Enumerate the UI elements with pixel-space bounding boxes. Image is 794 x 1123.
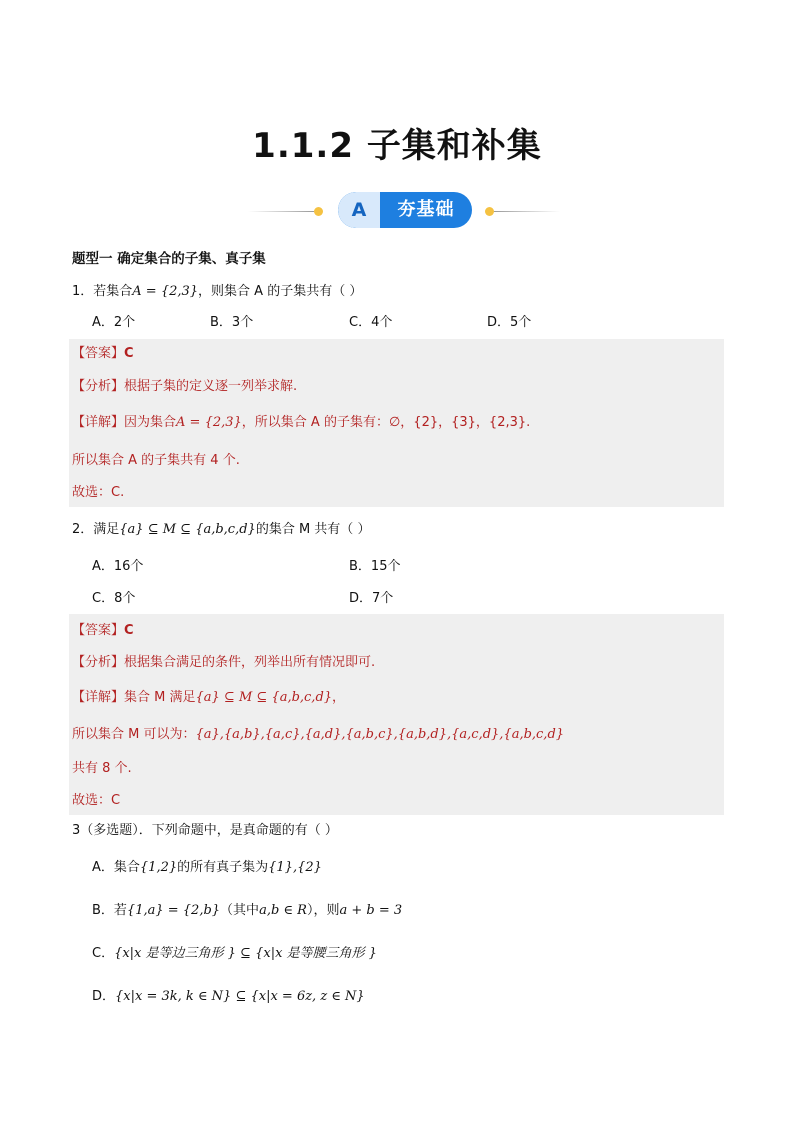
q1-detail: 【详解】因为集合A = {2,3}，所以集合 A 的子集有：∅，{2}，{3}，{2,3}. [72,415,531,430]
q2-detail: 【详解】集合 M 满足{a} ⊆ M ⊆ {a,b,c,d}， [72,690,346,705]
level-badge [338,192,472,228]
q3-option-d: D．{x|x = 3k, k ∈ N} ⊆ {x|x = 6z, z ∈ N} [92,989,365,1004]
q2-detail-line3: 共有 8 个. [72,761,132,776]
q3-option-c: C．{x|x 是等边三角形 } ⊆ {x|x 是等腰三角形 } [92,946,377,961]
section-heading: 题型一 确定集合的子集、真子集 [72,251,266,267]
q1-option-b: B．3个 [210,315,254,330]
page-title: 1.1.2 子集和补集 [252,126,542,166]
q3-option-b: B．若{1,a} = {2,b}（其中a,b ∈ R），则a + b = 3 [92,903,403,918]
q1-analysis: 【分析】根据子集的定义逐一列举求解. [72,379,298,394]
question-2-stem: 2．满足{a} ⊆ M ⊆ {a,b,c,d}的集合 M 共有（ ） [72,522,371,537]
q2-option-a: A．16个 [92,559,144,574]
q2-option-d: D．7个 [349,591,394,606]
dot-right-icon [485,207,494,216]
q1-option-d: D．5个 [487,315,532,330]
q2-answer: 【答案】C [72,623,134,638]
divider-line-left [248,211,314,212]
q2-option-b: B．15个 [349,559,401,574]
q2-option-c: C．8个 [92,591,136,606]
question-3-stem: 3（多选题）．下列命题中，是真命题的有（ ） [72,823,338,838]
q1-option-a: A．2个 [92,315,136,330]
q1-option-c: C．4个 [349,315,393,330]
question-1-stem: 1．若集合A = {2,3}，则集合 A 的子集共有（ ） [72,284,363,299]
badge-label: 夯基础 [397,199,455,220]
dot-left-icon [314,207,323,216]
q1-detail-line2: 所以集合 A 的子集共有 4 个. [72,453,240,468]
q2-detail-line2: 所以集合 M 可以为：{a},{a,b},{a,c},{a,d},{a,b,c},{a,b,d},{a,c,d},{a,b,c,d} [72,727,565,742]
q1-answer: 【答案】C [72,346,134,361]
q3-option-a: A．集合{1,2}的所有真子集为{1},{2} [92,860,322,875]
q2-analysis: 【分析】根据集合满足的条件，列举出所有情况即可. [72,655,376,670]
badge-letter: A [338,192,380,228]
section-badge-row [0,192,794,230]
divider-line-right [494,211,560,212]
q1-conclusion: 故选：C. [72,485,125,500]
q2-conclusion: 故选：C [72,793,121,808]
q2-answer-box [69,614,724,815]
